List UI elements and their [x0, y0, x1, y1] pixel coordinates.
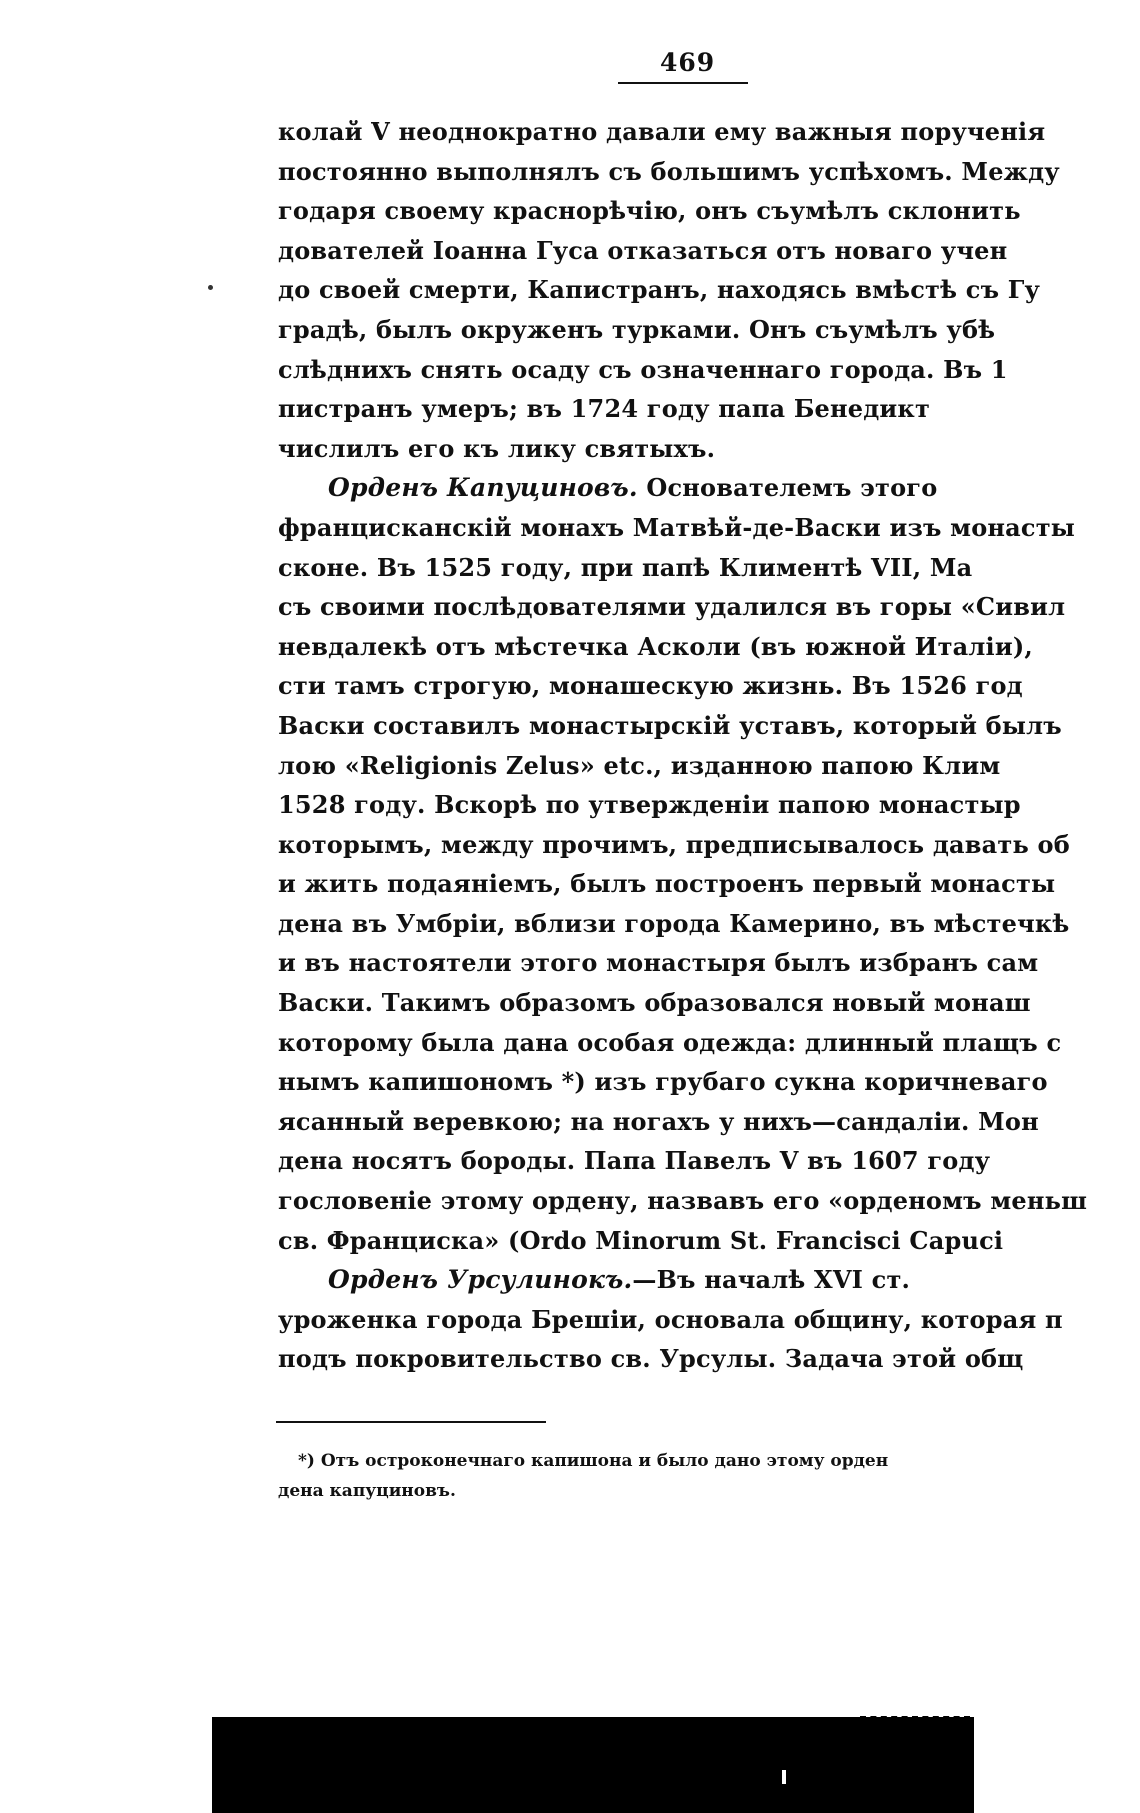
footnote — [278, 1446, 928, 1506]
scan-black-band — [212, 1717, 974, 1813]
text-line: сти тамъ строгую, монашескую жизнь. Въ 1526 год — [278, 671, 1023, 701]
text-line: до своей смерти, Капистранъ, находясь вмѣстѣ съ Гу — [278, 275, 1041, 305]
text-line: сконе. Въ 1525 году, при папѣ Климентѣ VII, Ма — [278, 552, 973, 582]
text-line: лою «Religionis Zelus» etc., изданною папою Клим — [278, 750, 1001, 780]
section-ursulines-first-line — [278, 1260, 928, 1300]
text-line: слѣднихъ снять осаду съ означеннаго города. Въ 1 — [278, 354, 1008, 384]
footnote-line: дена капуциновъ. — [278, 1481, 456, 1501]
text-line: св. Франциска» (Ordo Minorum St. Francisci Capuci — [278, 1225, 1004, 1255]
text-line: съ своими послѣдователями удалился въ горы «Сивил — [278, 592, 1066, 622]
text-line: колай V неоднократно давали ему важныя порученія — [278, 117, 1046, 146]
main-text — [278, 112, 1088, 1379]
text-line: дена въ Умбріи, вблизи города Камерино, въ мѣстечкѣ — [278, 908, 1070, 938]
text-span: Основателемъ этого — [637, 473, 938, 503]
text-line: гословеніе этому ордену, назвавъ его «орденомъ меньш — [278, 1186, 1088, 1216]
text-line: и жить подаяніемъ, былъ построенъ первый монасты — [278, 869, 1056, 899]
text-line: годаря своему краснорѣчію, онъ съумѣлъ склонить — [278, 196, 1021, 226]
text-span: —Въ началѣ XVI ст. — [632, 1265, 911, 1295]
scan-speck — [208, 285, 213, 290]
text-line: числилъ его къ лику святыхъ. — [278, 433, 716, 463]
text-line: ясанный веревкою; на ногахъ у нихъ—сандаліи. Мон — [278, 1106, 1039, 1136]
footnote-rule — [276, 1421, 546, 1423]
text-line: уроженка города Брешіи, основала общину, которая п — [278, 1304, 1063, 1334]
text-line: которому была дана особая одежда: длинный плащъ с — [278, 1027, 1062, 1057]
text-line: постоянно выполнялъ съ большимъ успѣхомъ. Между — [278, 156, 1060, 186]
text-line: которымъ, между прочимъ, предписывалось давать об — [278, 829, 1070, 859]
page-number-rule — [618, 82, 748, 84]
section-heading-capuchins: Орденъ Капуциновъ. — [328, 473, 638, 503]
text-line: и въ настоятели этого монастыря былъ избранъ сам — [278, 948, 1039, 978]
text-line: градѣ, былъ окруженъ турками. Онъ съумѣлъ убѣ — [278, 314, 996, 344]
page-number: 469 — [660, 48, 716, 77]
text-line: нымъ капишономъ *) изъ грубаго сукна коричневаго — [278, 1067, 1048, 1097]
text-line: пистранъ умеръ; въ 1724 году папа Бенедикт — [278, 394, 931, 424]
text-line: Васки. Такимъ образомъ образовался новый монаш — [278, 988, 1031, 1018]
text-line: Васки составилъ монастырскій уставъ, который былъ — [278, 710, 1062, 740]
text-line: францисканскій монахъ Матвѣй-де-Васки изъ монасты — [278, 512, 1076, 542]
footnote-line: *) Отъ остроконечнаго капишона и было дано этому орден — [298, 1451, 889, 1471]
section-heading-ursulines: Орденъ Урсулинокъ. — [328, 1265, 633, 1295]
scan-mark — [782, 1770, 786, 1784]
text-line: дователей Іоанна Гуса отказаться отъ новаго учен — [278, 235, 1008, 265]
text-line: дена носятъ бороды. Папа Павелъ V въ 1607 году — [278, 1146, 991, 1176]
text-line: невдалекѣ отъ мѣстечка Асколи (въ южной Италіи), — [278, 631, 1033, 661]
text-line: подъ покровительство св. Урсулы. Задача этой общ — [278, 1344, 1024, 1374]
section-capuchins-first-line — [278, 468, 938, 508]
text-line: 1528 году. Вскорѣ по утвержденіи папою монастыр — [278, 790, 1021, 820]
